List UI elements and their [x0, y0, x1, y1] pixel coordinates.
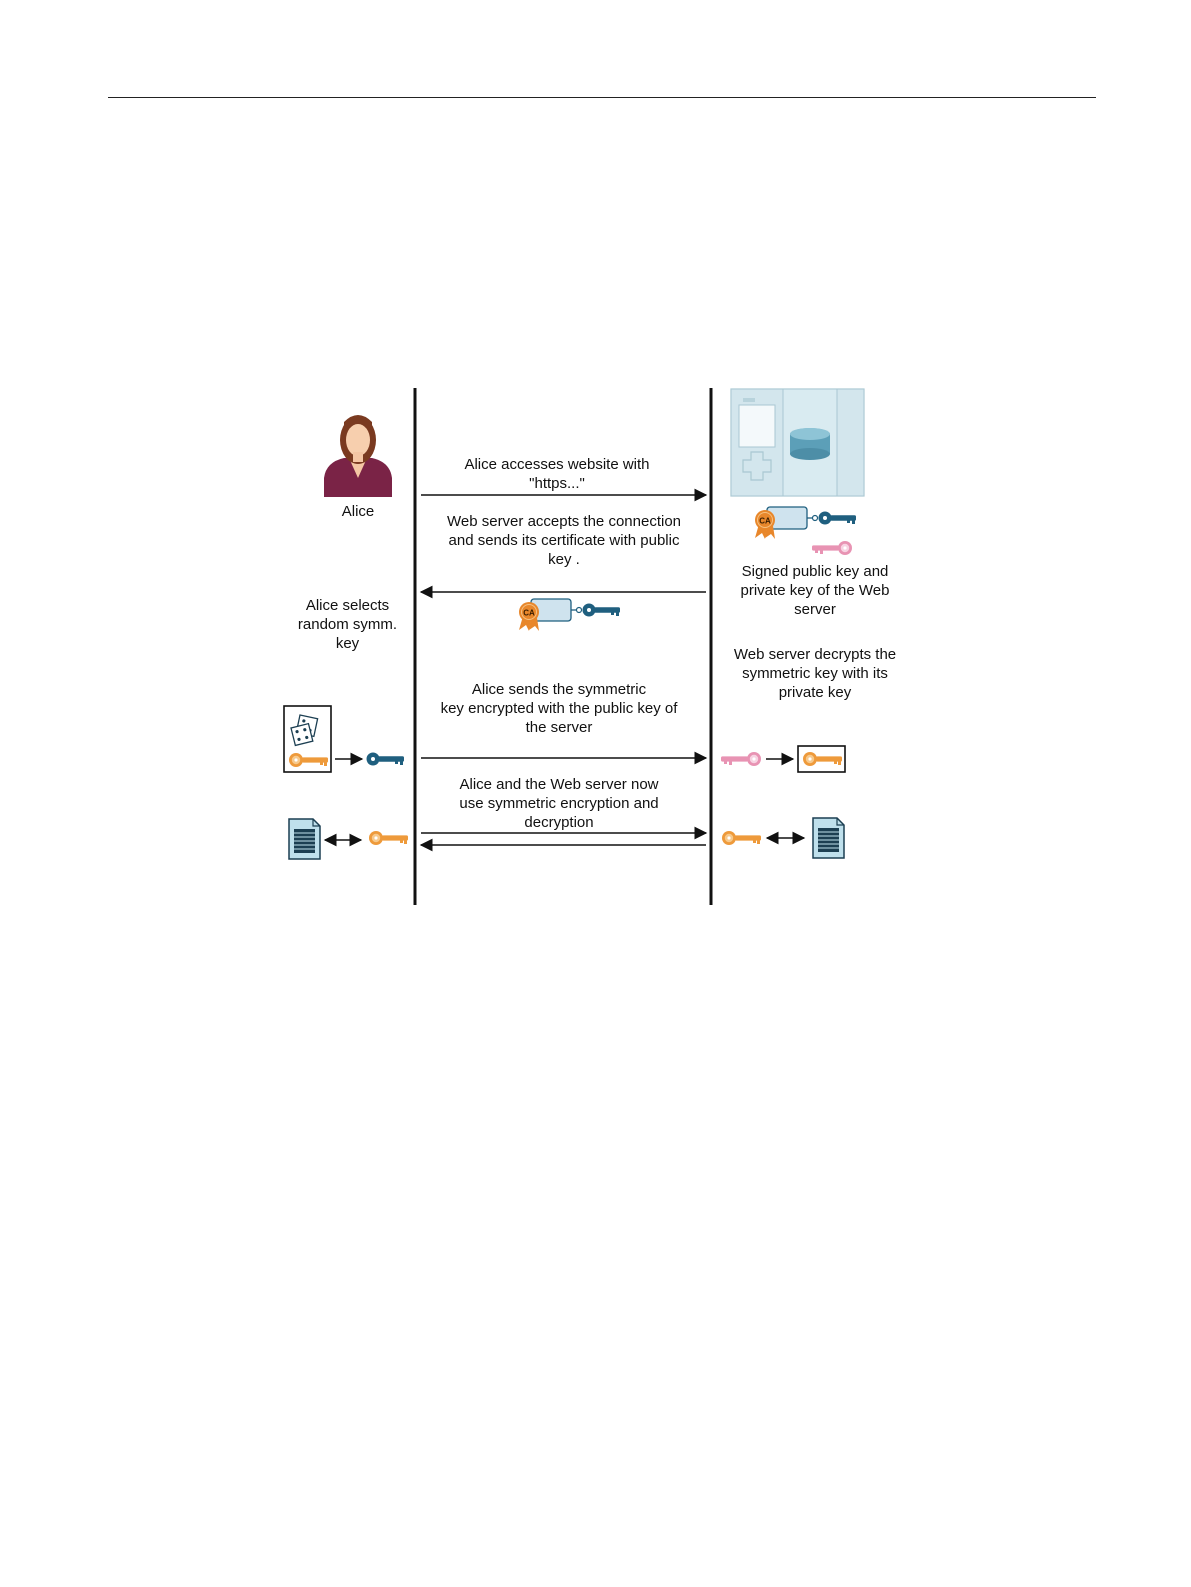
alice-label: Alice [341, 503, 375, 520]
certificate-icon [755, 507, 856, 539]
document-icon [813, 818, 844, 858]
symmetric-key-icon [369, 831, 408, 845]
message-1-label: Alice accesses website with "https..." [464, 456, 650, 492]
private-key-icon [721, 752, 761, 766]
server-key-note: Signed public key and private key of the Web server [740, 563, 890, 618]
public-key-icon [367, 753, 405, 766]
message-3-label: Alice sends the symmetric key encrypted with the public key of the server [440, 681, 678, 736]
private-key-icon [812, 541, 852, 555]
server-decrypt-note: Web server decrypts the symmetric key with its private key [733, 646, 897, 701]
https-handshake-diagram: CA [0, 0, 1191, 1587]
person-icon [324, 415, 392, 497]
message-2-label: Web server accepts the connection and sends its certificate with public key . [446, 513, 682, 568]
document-icon [289, 819, 320, 859]
message-4-label: Alice and the Web server now use symmetric encryption and decryption [459, 776, 659, 831]
certificate-icon [519, 599, 620, 631]
server-device-icon [731, 389, 864, 496]
symmetric-key-icon [722, 831, 761, 845]
alice-select-note: Alice selects random symm. key [297, 597, 398, 652]
